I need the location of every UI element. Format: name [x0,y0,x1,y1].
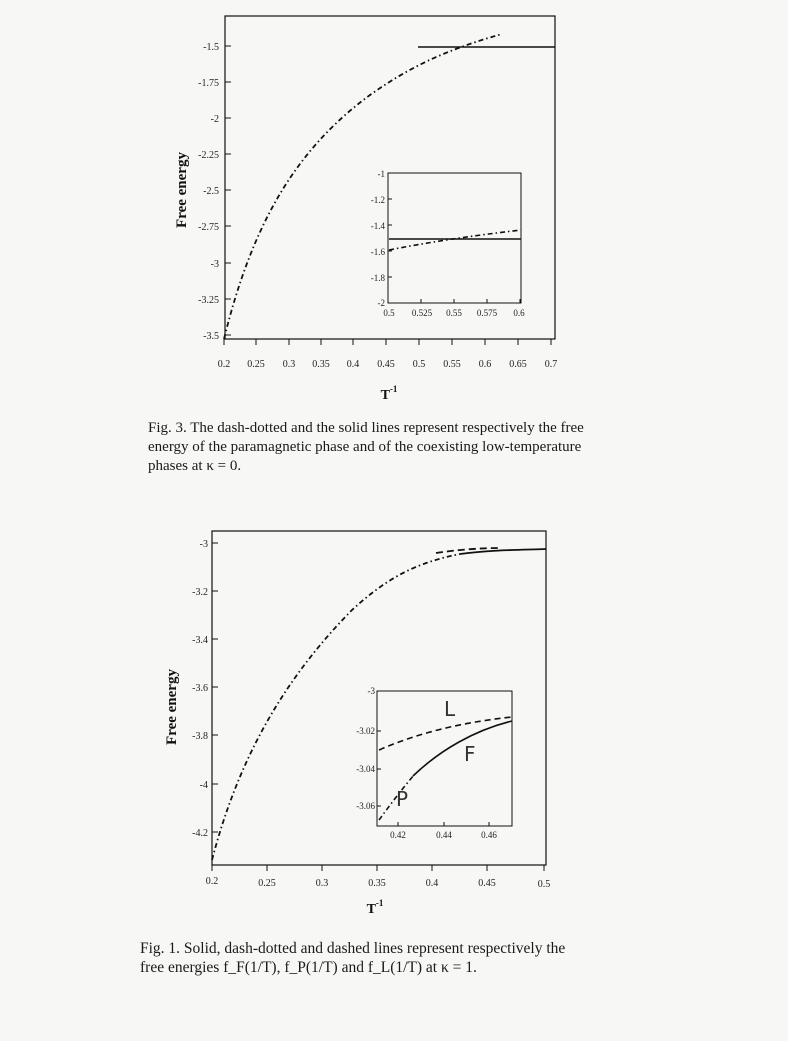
figure3-caption: Fig. 3. The dash-dotted and the solid lines represent respectively the free energy of the paramagnetic phase and of the coexisting low-temperature phases at κ = 0. [148,420,584,474]
fig3-ytick: -1.75 [198,78,219,89]
fig3-inset-ytick: -1 [377,169,385,179]
fig1-ylabel: Free energy [164,669,180,745]
fig1-inset-ytick: -3.04 [356,764,375,774]
figure1-caption: Fig. 1. Solid, dash-dotted and dashed lines represent respectively the free energies f_F(1/T), f_P(1/T) and f_L(1/T) at κ = 1. [140,940,566,976]
fig1-ytick: -3.2 [192,587,208,598]
fig1-inset-ytick: -3 [367,686,375,696]
fig1-xtick: 0.25 [258,878,276,889]
fig3-inset-ytick: -1.2 [370,195,385,205]
fig3-ytick: -2.75 [198,222,219,233]
fig3-inset-ytick: -2 [377,298,385,308]
fig1-ytick: -3.6 [192,683,208,694]
figure1-inset [356,686,512,840]
fig3-xtick: 0.2 [217,359,231,370]
fig3-ytick: -2 [210,114,219,125]
fig1-xtick: 0.5 [537,879,551,890]
fig3-inset-ytick: -1.8 [370,273,385,283]
fig3-ytick: -1.5 [203,42,219,53]
fig3-xtick: 0.45 [377,359,395,370]
fig1-xtick: 0.2 [205,876,219,887]
fig1-inset-xtick: 0.46 [481,830,497,840]
fig3-inset-xtick: 0.575 [476,308,498,318]
fig1-inset-label-L: L [444,697,456,721]
fig3-inset-xtick: 0.55 [446,308,462,318]
fig3-inset-xtick: 0.6 [513,308,525,318]
fig1-ytick: -3 [199,539,208,550]
fig3-ytick: -3.25 [198,295,219,306]
fig1-xtick: 0.45 [478,878,496,889]
fig3-xtick: 0.5 [412,359,426,370]
figure3-inset [371,169,525,318]
fig1-inset-label-F: F [464,742,476,766]
fig3-xtick: 0.6 [478,359,492,370]
fig1-inset-ytick: -3.02 [356,726,375,736]
fig3-ylabel: Free energy [174,152,190,228]
fig3-inset-xtick: 0.5 [383,308,395,318]
fig3-xtick: 0.25 [247,359,265,370]
fig3-ytick: -3.5 [203,331,219,342]
fig3-ytick: -2.25 [198,150,219,161]
fig3-xtick: 0.35 [312,359,330,370]
fig3-xtick: 0.55 [443,359,461,370]
fig3-inset-ytick: -1.4 [370,221,385,231]
fig1-inset-xtick: 0.44 [436,830,452,840]
fig1-xlabel: $T^{-1}$ [366,898,384,917]
fig1-xtick: 0.35 [368,878,386,889]
fig1-inset-label-P: P [396,787,409,811]
fig3-xlabel: $T^{-1}$ [380,384,398,403]
fig3-ytick: -2.5 [203,186,219,197]
fig3-xtick: 0.65 [509,359,527,370]
fig1-ytick: -4.2 [192,828,208,839]
fig3-xtick: 0.3 [282,359,296,370]
fig1-ytick: -3.4 [192,635,208,646]
fig3-ytick: -3 [210,259,219,270]
fig3-xtick: 0.4 [346,359,360,370]
fig3-inset-xtick: 0.525 [411,308,433,318]
fig3-xtick: 0.7 [544,359,558,370]
fig1-xtick: 0.3 [315,878,329,889]
fig1-ytick: -3.8 [192,731,208,742]
fig1-xtick: 0.4 [425,878,439,889]
fig3-inset-ytick: -1.6 [370,247,385,257]
fig1-inset-xtick: 0.42 [390,830,406,840]
fig1-inset-ytick: -3.06 [356,801,375,811]
fig1-ytick: -4 [199,780,208,791]
